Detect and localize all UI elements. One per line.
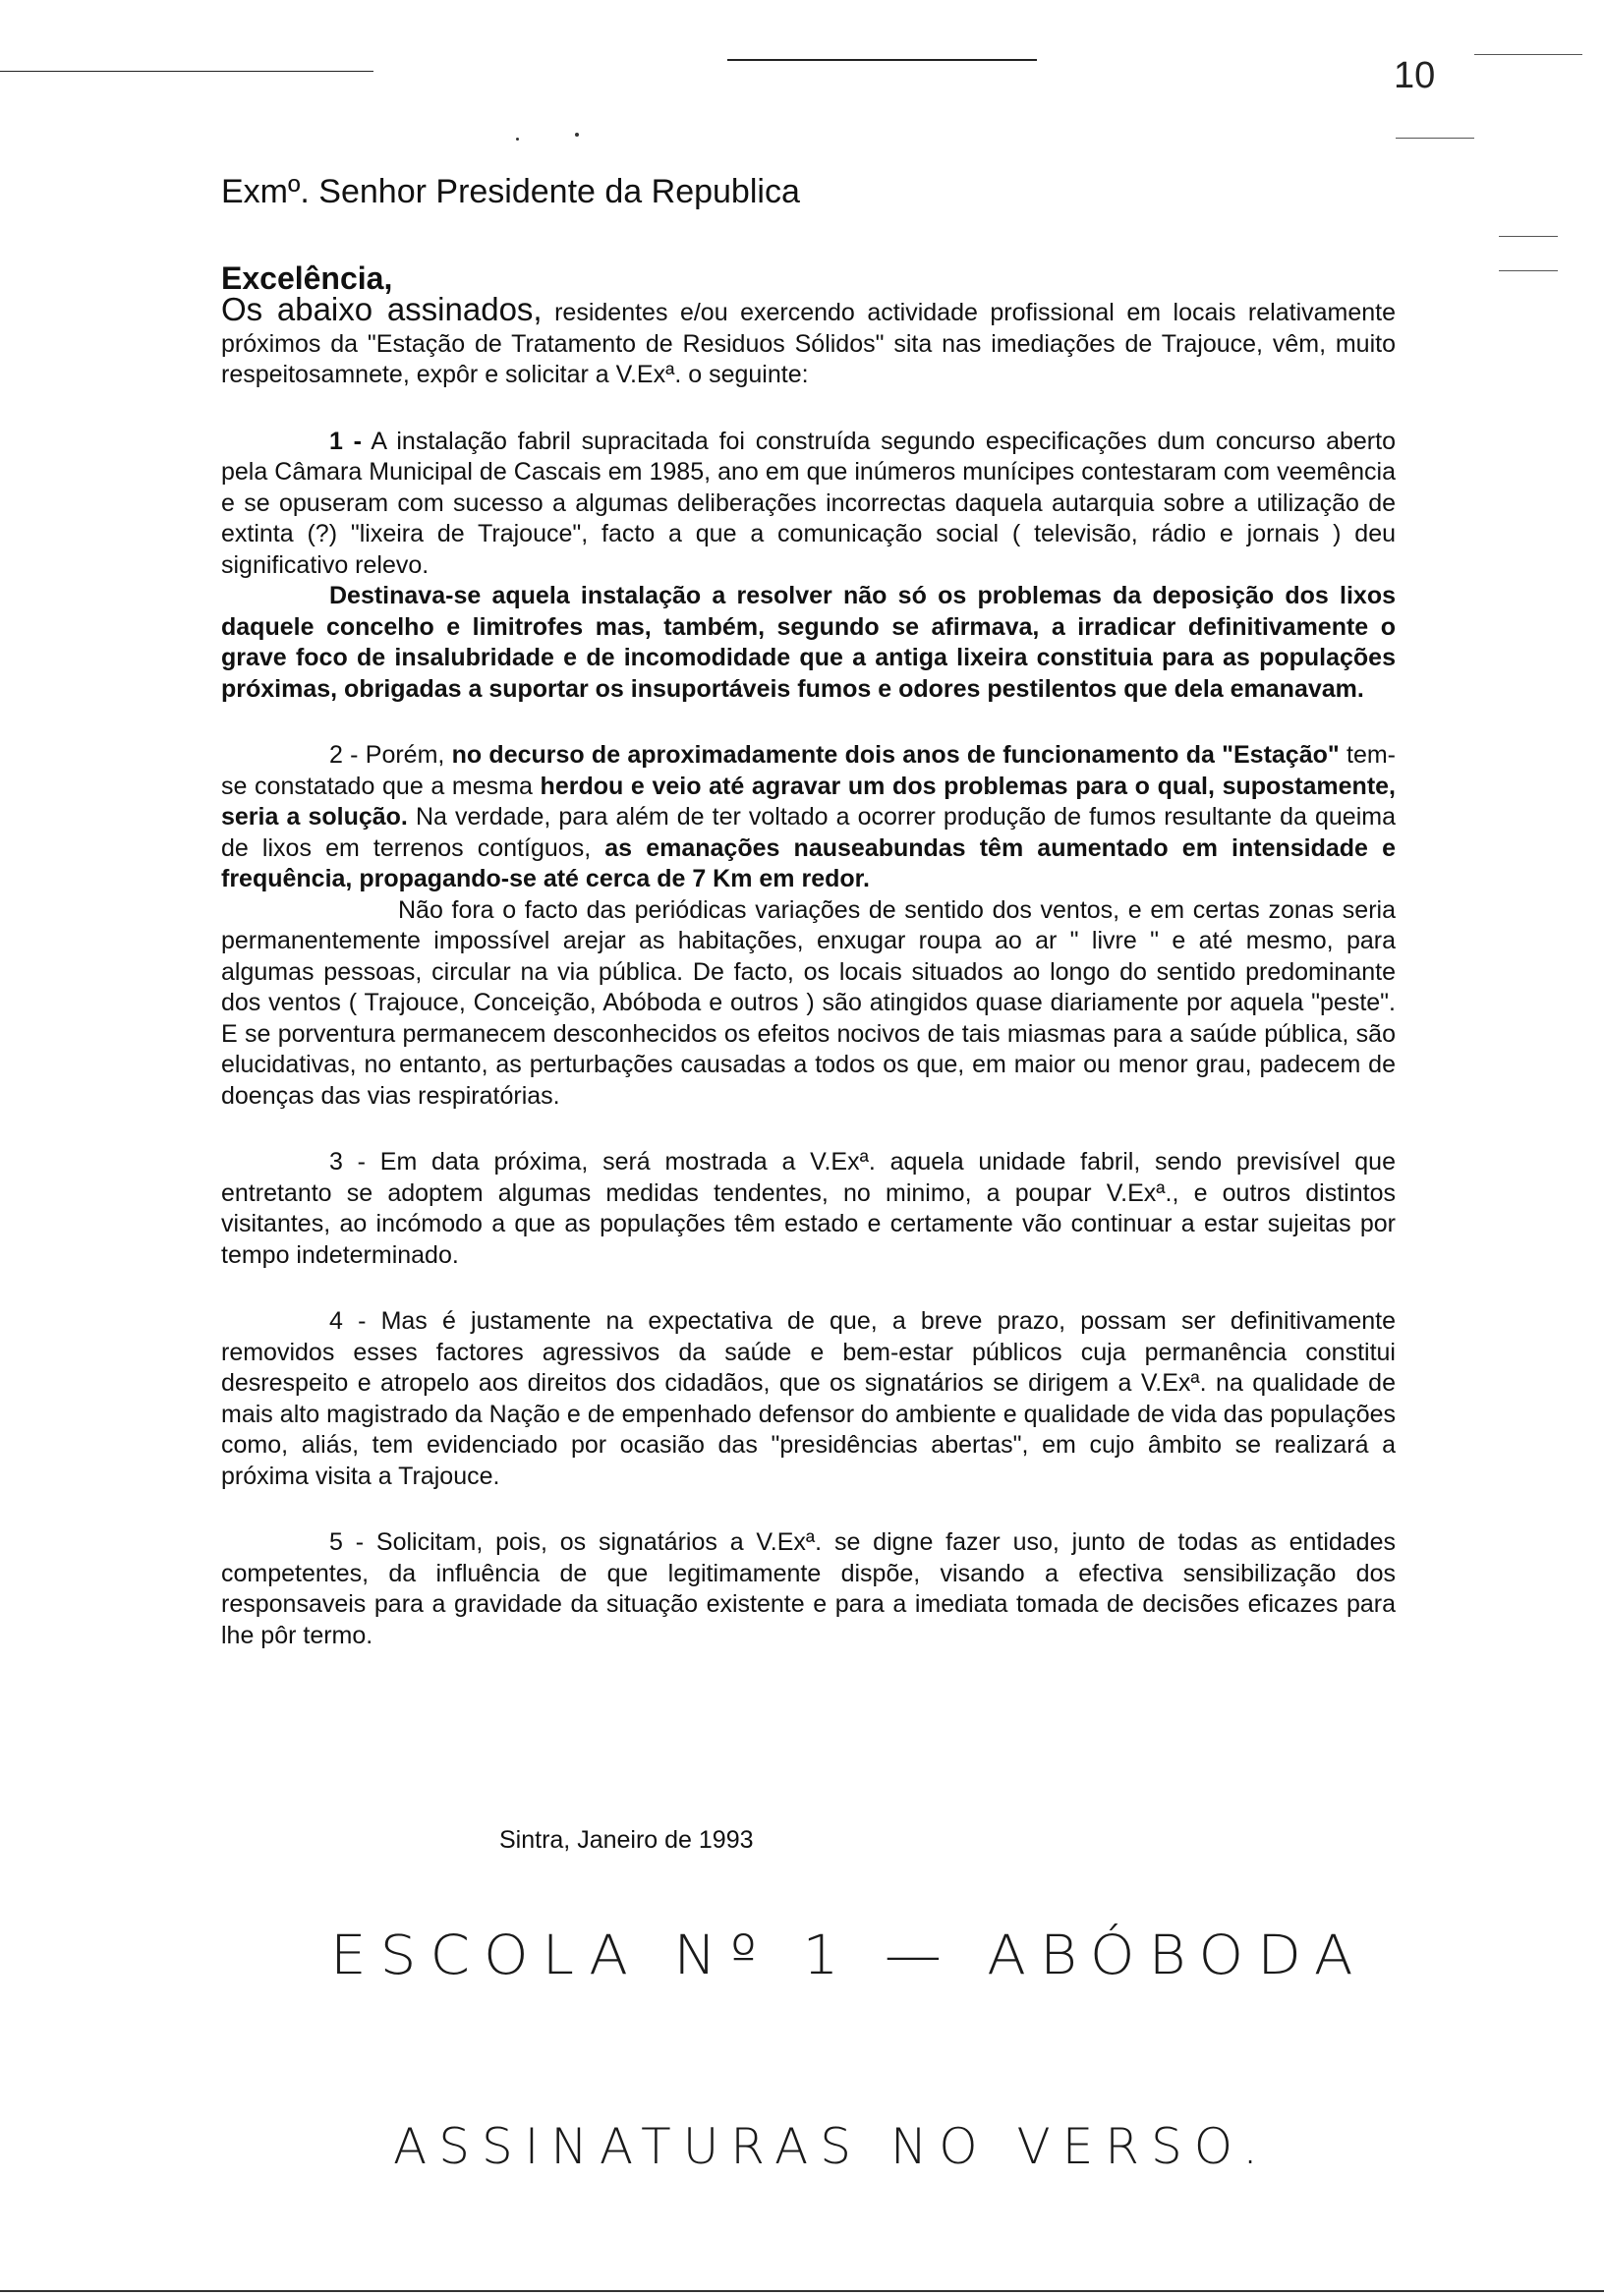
speck [516, 138, 519, 141]
item-3-text: Em data próxima, será mostrada a V.Exª. aquela unidade fabril, sendo previsível que entretanto se adoptem algumas medidas tendentes, no minimo, a poupar V.Exª., e outros distintos visitantes, ao incómodo a que as populações têm estado e certamente vão continuar a estar sujeitas por tempo indeterminado. [221, 1148, 1396, 1269]
item-2-paragraph [221, 740, 1396, 895]
item-5-text: Solicitam, pois, os signatários a V.Exª. se digne fazer uso, junto de todas as entidades competentes, da influência de que legitimamente dispõe, visando a efectiva sensibilização dos responsaveis para a gravidade da situação existente e para a imediata tomada de decisões eficazes para lhe pôr termo. [221, 1528, 1396, 1649]
intro-lead: Os abaixo assinados, [221, 291, 543, 327]
scan-line-right-a [1396, 138, 1474, 139]
item-2-text-a: Porém, [365, 741, 445, 769]
page-number: 10 [1394, 55, 1436, 96]
handwritten-school-name: ESCOLA Nº 1 — ABÓBODA [330, 1923, 1367, 1987]
place-date: Sintra, Janeiro de 1993 [499, 1826, 754, 1854]
item-2-text-b: no decurso de aproximadamente dois anos de funcionamento da "Estação" [451, 741, 1340, 769]
item-4-paragraph [221, 1306, 1396, 1492]
scan-line-right-b [1499, 236, 1558, 237]
item-2-text-e: Na verdade, para além de ter voltado a ocorrer produção de fumos resultante da queima de lixos em terrenos contíguos, [221, 803, 1396, 862]
item-2-number: 2 - [329, 741, 359, 769]
letter-body [221, 147, 1396, 1651]
letter-salutation: Excelência, [221, 259, 393, 296]
item-5-paragraph [221, 1527, 1396, 1651]
item-1-text: A instalação fabril supracitada foi construída segundo especificações dum concurso aberto pela Câmara Municipal de Cascais em 1985, ano em que inúmeros munícipes contestaram com veemência e se opuseram com sucesso a algumas deliberações incorrectas daquela autarquia sobre a utilização de extinta (?) "lixeira de Trajouce", facto a que a comunicação social ( televisão, rádio e jornais ) deu significativo relevo. [221, 427, 1396, 579]
scan-line-top-center [727, 59, 1037, 61]
intro-text: residentes e/ou exercendo actividade profissional em locais relativamente próximos da "Estação de Tratamento de Residuos Sólidos" sita nas imediações de Trajouce, vêm, muito respeitosamnete, expôr e solicitar a V.Exª. o seguinte: [221, 299, 1397, 388]
item-3-number: 3 - [329, 1148, 366, 1176]
letter-addressee: Exmº. Senhor Presidente da Republica [221, 173, 800, 210]
item-1-paragraph-2: Destinava-se aquela instalação a resolver não só os problemas da deposição dos lixos daquele concelho e limitrofes mas, também, segundo se afirmava, a irradicar definitivamente o grave foco de insalubridade e de incomodidade que a antiga lixeira constituia para as populações próximas, obrigadas a suportar os insuportáveis fumos e odores pestilentos que dela emanavam. [221, 582, 1396, 703]
item-4-number: 4 - [329, 1307, 367, 1335]
handwritten-signatures-note: ASSINATURAS NO VERSO. [393, 2118, 1270, 2175]
intro-paragraph [221, 291, 1397, 391]
item-1-number: 1 - [329, 427, 362, 455]
item-1-paragraph [221, 427, 1396, 582]
scan-line-top-left [0, 71, 373, 72]
scan-line-top-right [1474, 54, 1582, 55]
item-2-text-f: as emanações nauseabundas têm aumentado em intensidade e frequência, propagando-se até cerca de 7 Km em redor. [221, 833, 1396, 892]
item-2-paragraph-2: Não fora o facto das periódicas variações de sentido dos ventos, e em certas zonas seria permanentemente impossível arejar as habitações, enxugar roupa ao ar " livre " e até mesmo, para algumas pessoas, circular na via pública. De facto, os locais situados ao longo do sentido predominante dos ventos ( Trajouce, Conceição, Abóboda e outros ) são atingidos quase diariamente por aquela "peste". E se porventura permanecem desconhecidos os efeitos nocivos de tais miasmas para a saúde pública, são elucidativas, no entanto, as perturbações causadas a todos os que, em maior ou menor grau, padecem de doenças das vias respiratórias. [221, 895, 1396, 1110]
scan-line-bottom [0, 2290, 1604, 2292]
scan-line-right-c [1499, 270, 1558, 271]
item-2-text-c: tem-se constatado que a mesma [221, 741, 1396, 800]
item-2-text-d: herdou e veio até agravar um dos problemas para o qual, supostamente, seria a solução. [221, 772, 1397, 831]
item-3-paragraph [221, 1147, 1396, 1271]
speck [575, 133, 579, 137]
item-5-number: 5 - [329, 1528, 365, 1556]
item-4-text: Mas é justamente na expectativa de que, a breve prazo, possam ser definitivamente removidos esses factores agressivos da saúde e bem-estar públicos cuja permanência constitui desrespeito e atropelo aos direitos dos cidadãos, que os signatários se dirigem a V.Exª. na qualidade de mais alto magistrado da Nação e de empenhado defensor do ambiente e qualidade de vida das populações como, aliás, tem evidenciado por ocasião das "presidências abertas", em cujo âmbito se realizará a próxima visita a Trajouce. [221, 1307, 1396, 1490]
